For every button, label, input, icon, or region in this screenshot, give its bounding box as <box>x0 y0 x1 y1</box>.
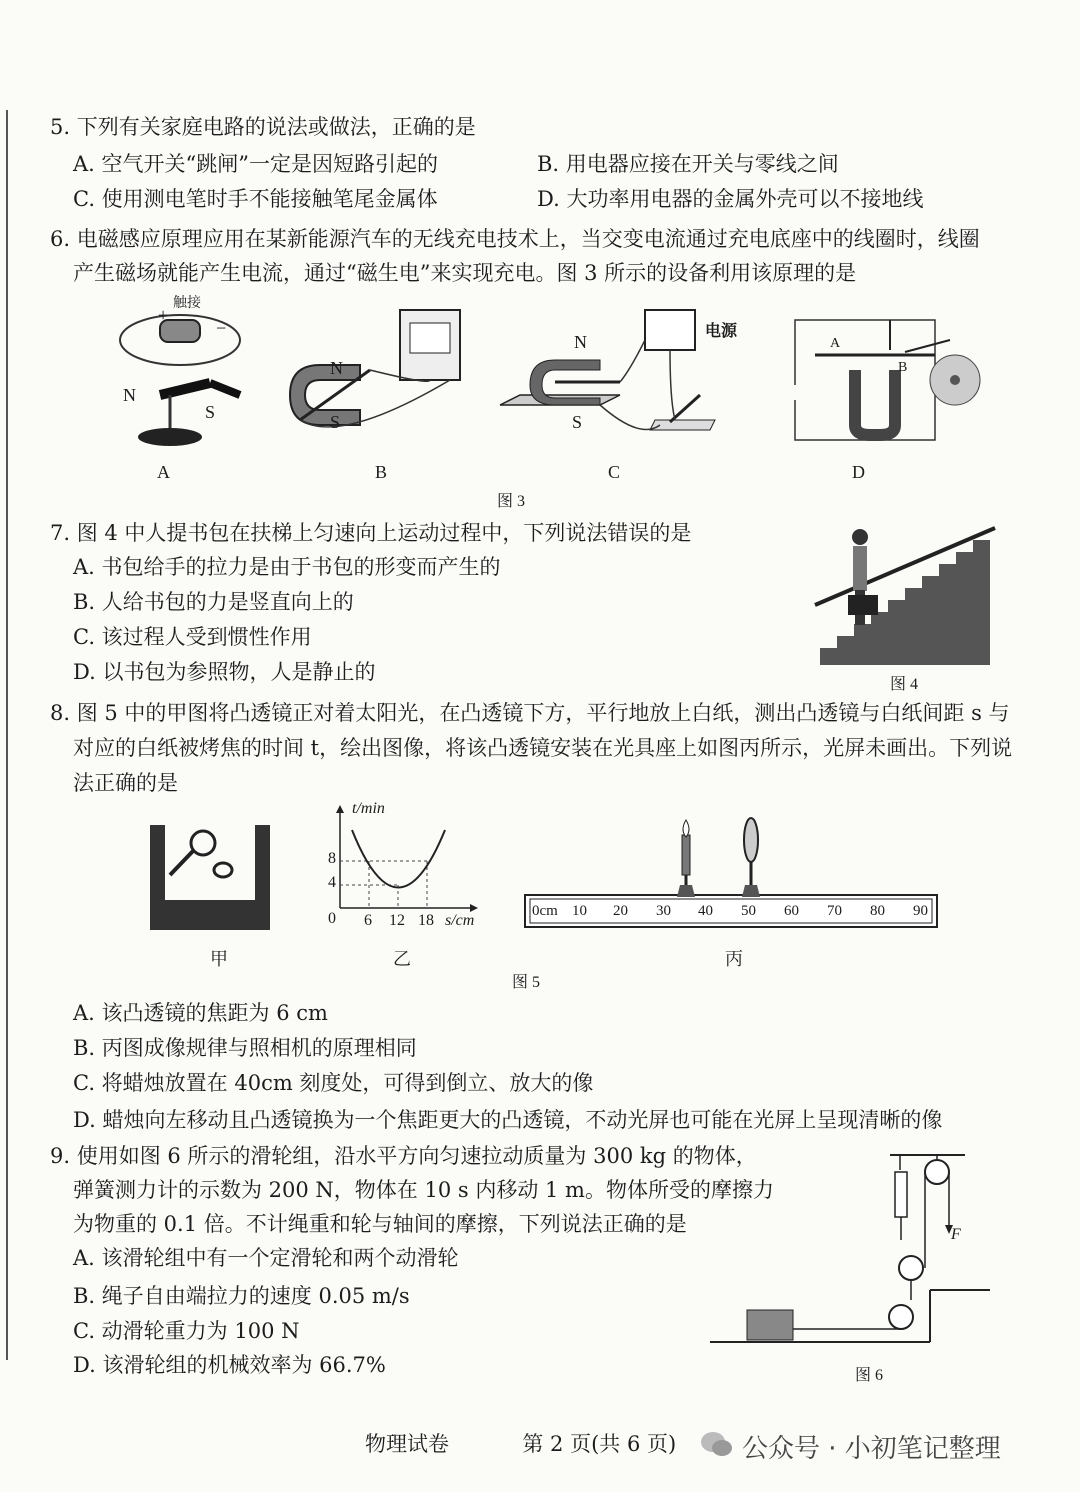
fig3-label-d: D <box>852 462 865 482</box>
q9-line1: 9. 使用如图 6 所示的滑轮组，沿水平方向匀速拉动质量为 300 kg 的物体， <box>50 1144 757 1168</box>
q9-line3: 为物重的 0.1 倍。不计绳重和轮与轴间的摩擦，下列说法正确的是 <box>73 1212 687 1236</box>
q5-option-a: A. 空气开关“跳闸”一定是因短路引起的 <box>73 152 438 176</box>
fig5-jia-diagram <box>145 825 275 935</box>
fig6-force-label: F <box>951 1226 961 1243</box>
fig5-ruler-labels <box>532 903 942 923</box>
q7-option-b: B. 人给书包的力是竖直向上的 <box>73 590 354 614</box>
q8-line2: 对应的白纸被烤焦的时间 t，绘出图像，将该凸透镜安装在光具座上如图丙所示，光屏未画出。下列说 <box>73 736 1013 760</box>
ruler-label-20: 20 <box>613 903 628 919</box>
fig6-caption: 图 6 <box>855 1367 884 1384</box>
watermark: 公众号 · 小初笔记整理 <box>742 1434 1001 1464</box>
fig5-graph-xtick-12: 12 <box>389 912 405 929</box>
ruler-label-90: 90 <box>913 903 928 919</box>
q9-option-c: C. 动滑轮重力为 100 N <box>73 1319 300 1343</box>
left-border-line <box>6 110 8 1360</box>
fig4-caption: 图 4 <box>890 676 919 693</box>
fig3d-diagram <box>785 310 985 445</box>
fig3a-touch-label: 触接 <box>173 296 201 311</box>
q6-line2: 产生磁场就能产生电流，通过“磁生电”来实现充电。图 3 所示的设备利用该原理的是 <box>73 261 857 285</box>
fig5-label-bing: 丙 <box>725 949 743 969</box>
fig3b-diagram <box>280 305 470 445</box>
graph-curve <box>352 830 445 888</box>
q8-option-a: A. 该凸透镜的焦距为 6 cm <box>73 1001 328 1025</box>
q7-stem: 7. 图 4 中人提书包在扶梯上匀速向上运动过程中，下列说法错误的是 <box>50 521 692 545</box>
q5-option-d: D. 大功率用电器的金属外壳可以不接地线 <box>537 187 924 211</box>
fig3-caption: 图 3 <box>497 493 526 510</box>
q9-option-d: D. 该滑轮组的机械效率为 66.7% <box>73 1353 386 1377</box>
fig5-graph-xtick-6: 6 <box>364 912 372 929</box>
ruler-label-40: 40 <box>698 903 713 919</box>
fig3a-plus: + <box>158 305 169 325</box>
q8-line3: 法正确的是 <box>73 771 178 795</box>
fig3-label-b: B <box>375 462 388 482</box>
q5-option-b: B. 用电器应接在开关与零线之间 <box>537 152 839 176</box>
q5-stem: 5. 下列有关家庭电路的说法或做法，正确的是 <box>50 115 476 139</box>
fig3a-minus: − <box>216 318 227 338</box>
page-footer <box>365 1428 676 1458</box>
q9-option-b: B. 绳子自由端拉力的速度 0.05 m/s <box>73 1284 410 1308</box>
fig5-graph-xtick-18: 18 <box>418 912 434 929</box>
graph-x-arrow <box>470 904 478 912</box>
fig3a-s: S <box>205 402 216 422</box>
q8-option-d: D. 蜡烛向左移动且凸透镜换为一个焦距更大的凸透镜，不动光屏也可能在光屏上呈现清晰的像 <box>73 1108 943 1132</box>
fig5-graph-ytick-0: 0 <box>328 910 336 927</box>
fig5-graph-ylabel: t/min <box>352 800 385 817</box>
fig3d-a: A <box>830 336 841 351</box>
fig3c-s: S <box>572 412 583 432</box>
q9-line2: 弹簧测力计的示数为 200 N，物体在 10 s 内移动 1 m。物体所受的摩擦力 <box>73 1178 774 1202</box>
footer-page-number: 第 2 页(共 6 页) <box>522 1432 677 1456</box>
fig5-graph-ytick-4: 4 <box>328 874 336 891</box>
fig3d-b: B <box>898 360 908 375</box>
ruler-label-0: 0cm <box>532 903 558 919</box>
fig3b-s: S <box>330 412 341 432</box>
ruler-label-10: 10 <box>572 903 587 919</box>
fig6-pulley-diagram <box>705 1150 995 1360</box>
q8-line1: 8. 图 5 中的甲图将凸透镜正对着太阳光，在凸透镜下方，平行地放上白纸，测出凸透镜与白纸间距 s 与 <box>50 701 1010 725</box>
fig3a-n: N <box>123 385 136 405</box>
fig5-graph-ytick-8: 8 <box>328 850 336 867</box>
ruler-label-80: 80 <box>870 903 885 919</box>
fig5-graph-xlabel: s/cm <box>445 912 475 929</box>
fig3c-power-label: 电源 <box>705 321 738 340</box>
fig3-label-a: A <box>157 462 170 482</box>
q7-option-c: C. 该过程人受到惯性作用 <box>73 625 312 649</box>
q9-option-a: A. 该滑轮组中有一个定滑轮和两个动滑轮 <box>73 1246 459 1270</box>
fig4-escalator-diagram <box>815 520 1000 670</box>
graph-y-arrow <box>336 805 344 813</box>
ruler-label-50: 50 <box>741 903 756 919</box>
fig5-label-yi: 乙 <box>393 949 411 969</box>
fig3b-n: N <box>330 358 343 378</box>
q8-option-c: C. 将蜡烛放置在 40cm 刻度处，可得到倒立、放大的像 <box>73 1071 594 1095</box>
fig3-label-c: C <box>608 462 621 482</box>
fig5-yi-graph <box>340 805 490 925</box>
ruler-label-70: 70 <box>827 903 842 919</box>
fig3c-diagram <box>500 310 730 440</box>
fig3a-diagram <box>100 295 260 455</box>
wechat-icon <box>700 1430 734 1460</box>
fig3c-n: N <box>574 332 587 352</box>
q7-option-d: D. 以书包为参照物，人是静止的 <box>73 660 376 684</box>
q8-option-b: B. 丙图成像规律与照相机的原理相同 <box>73 1036 417 1060</box>
footer-subject: 物理试卷 <box>365 1432 449 1456</box>
fig5-label-jia: 甲 <box>210 949 228 969</box>
ruler-label-60: 60 <box>784 903 799 919</box>
q6-line1: 6. 电磁感应原理应用在某新能源汽车的无线充电技术上，当交变电流通过充电底座中的线圈时，线圈 <box>50 227 980 251</box>
ruler-label-30: 30 <box>656 903 671 919</box>
q7-option-a: A. 书包给手的拉力是由于书包的形变而产生的 <box>73 555 501 579</box>
fig5-caption: 图 5 <box>512 974 541 991</box>
q5-option-c: C. 使用测电笔时手不能接触笔尾金属体 <box>73 187 438 211</box>
